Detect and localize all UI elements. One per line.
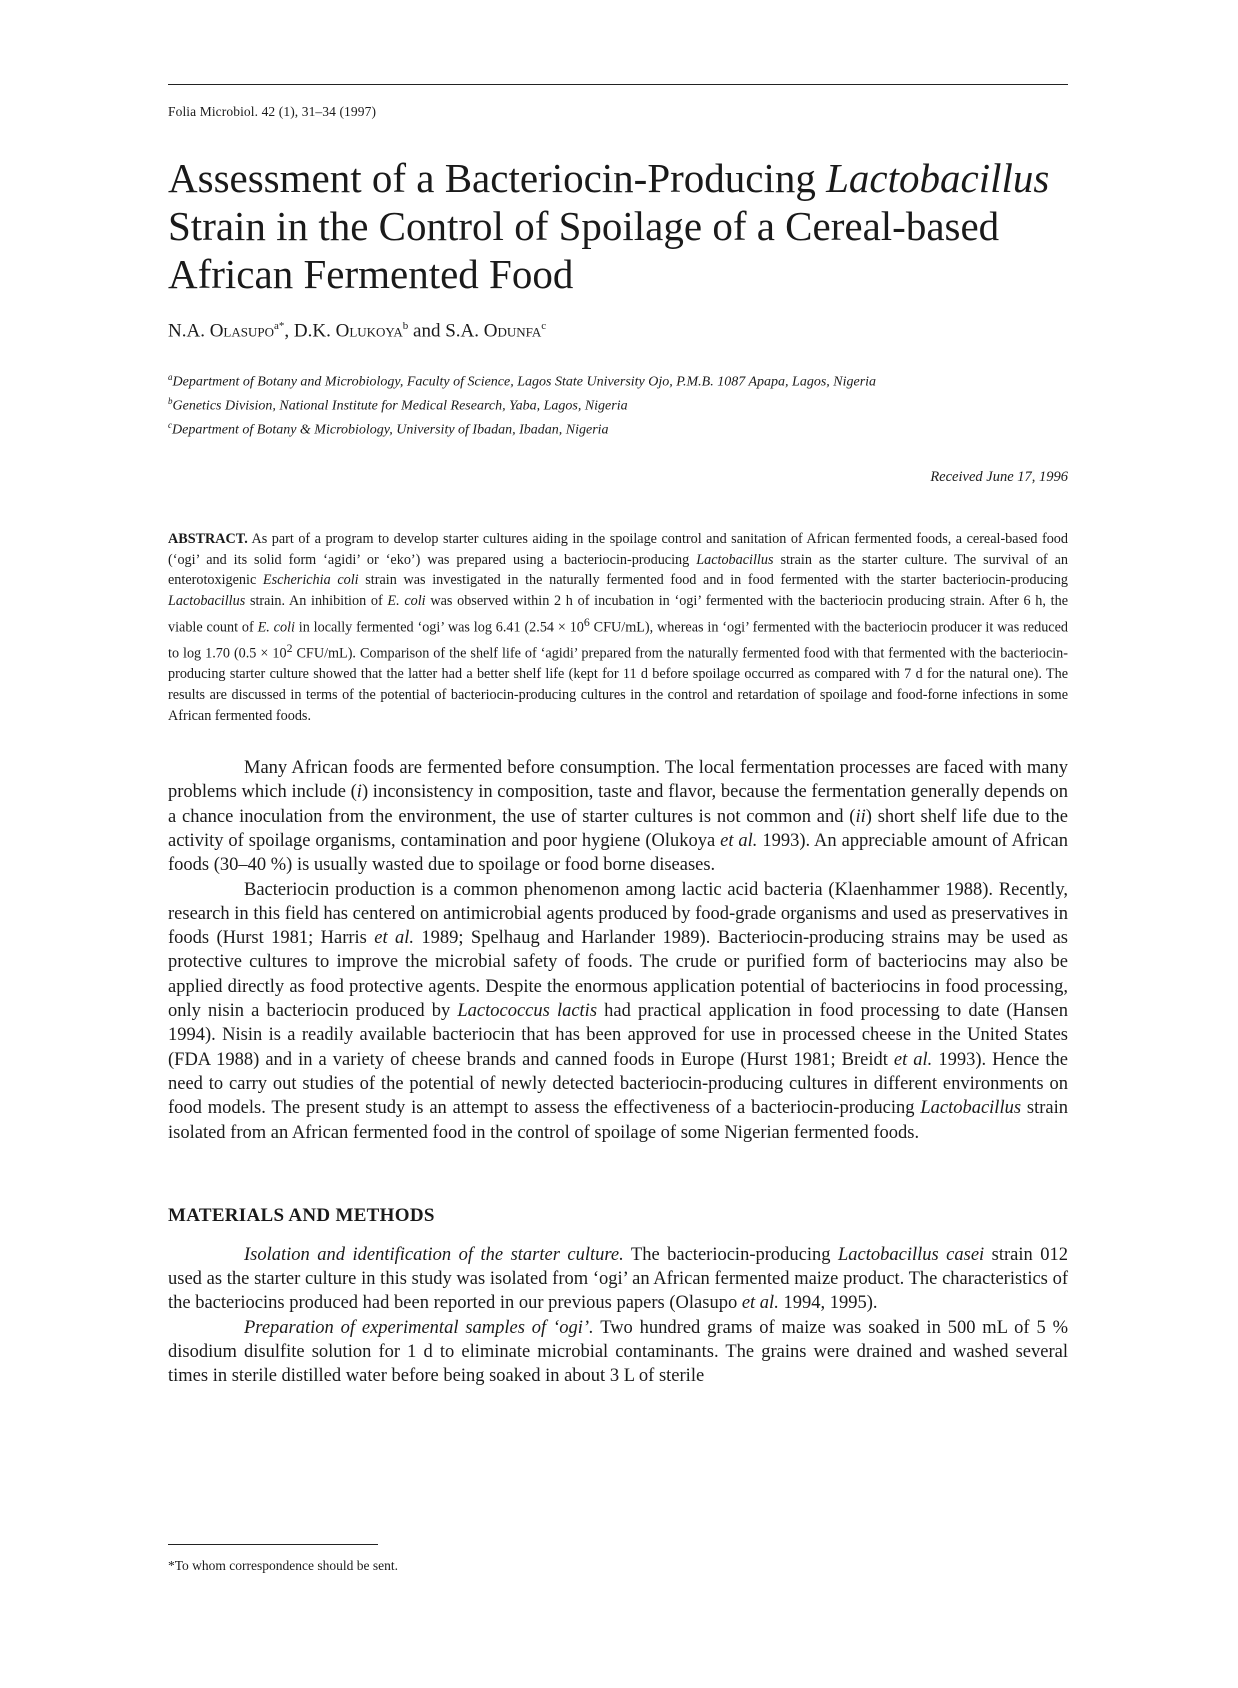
affiliation: $^c$Department of Botany & Microbiology, University of Ibadan, Ibadan, Nigeria: [168, 419, 609, 438]
footnote-rule: [168, 1544, 378, 1545]
affiliation: $^a$Department of Botany and Microbiology, Faculty of Science, Lagos State University Ojo, P.M.B. 1087 Apapa, Lagos, Nigeria: [168, 372, 877, 390]
affiliation: $^b$Genetics Division, National Institute for Medical Research, Yaba, Lagos, Nigeria: [168, 395, 628, 414]
journal-citation: Folia Microbiol. 42 (1), 31–34 (1997): [168, 104, 377, 119]
received-date: Received June 17, 1996: [930, 469, 1068, 486]
author-list: N.A. Olasupo$^{a*}$, D.K. Olukoya$^b$ and S.A. Odunfa$^c$: [168, 320, 547, 342]
affiliations: [168, 368, 1068, 439]
methods-section: [168, 1243, 1068, 1389]
author-name: Olasupo: [209, 320, 274, 342]
paragraph: Preparation of experimental samples of ‘ogi’. Two hundred grams of maize was soaked in 500 mL of 5 % disodium disulfite solution for 1 d to eliminate microbial contaminants. The grains were drained and washed several times in sterile distilled water before being soaked in about 3 L of sterile: [168, 1317, 1068, 1387]
paragraph: Isolation and identification of the starter culture. The bacteriocin-producing Lactobacillus casei strain 012 used as the starter culture in this study was isolated from ‘ogi’ an African fermented maize product. The characteristics of the bacteriocins produced had been reported in our previous papers (Olasupo et al. 1994, 1995).: [168, 1244, 1068, 1314]
paper-title: Assessment of a Bacteriocin-Producing Lactobacillus Strain in the Control of Spoilage of a Cereal-based African Fermented Food: [168, 155, 1050, 297]
footnote: *To whom correspondence should be sent.: [168, 1558, 399, 1573]
introduction: [168, 756, 1068, 1145]
paragraph: Many African foods are fermented before consumption. The local fermentation processes are faced with many problems which include (i) inconsistency in composition, taste and flavor, because the fermentation generally depends on a chance inoculation from the environment, the use of starter cultures is not common and (ii) short shelf life due to the activity of spoilage organisms, contamination and poor hygiene (Olukoya et al. 1993). An appreciable amount of African foods (30–40 %) is usually wasted due to spoilage or food borne diseases.: [168, 758, 1068, 876]
top-rule: [168, 84, 1068, 85]
abstract: ABSTRACT. As part of a program to develop starter cultures aiding in the spoilage control and sanitation of African fermented foods, a cereal-based food (‘ogi’ and its solid form ‘agidi’ or ‘eko’) was prepared using a bacteriocin-producing Lactobacillus strain as the starter culture. The survival of an enterotoxigenic Escherichia coli strain was investigated in the naturally fermented food and in food fermented with the starter bacteriocin-producing Lactobacillus strain. An inhibition of E. coli was observed within 2 h of incubation in ‘ogi’ fermented with the bacteriocin producing strain. After 6 h, the viable count of E. coli in locally fermented ‘ogi’ was log 6.41 ($2.54 \times 10^6$ CFU/mL), whereas in ‘ogi’ fermented with the bacteriocin producer it was reduced to log 1.70 ($0.5 \times 10^2$ CFU/mL). Comparison of the shelf life of ‘agidi’ prepared from the naturally fermented food with that fermented with the bacteriocin-producing starter culture showed that the latter had a better shelf life (kept for 11 d before spoilage occurred as compared with 7 d for the natural one). The results are discussed in terms of the potential of bacteriocin-producing cultures in the control and retardation of spoilage and food-forne infections in some African fermented foods.: [168, 531, 1069, 724]
section-heading: MATERIALS AND METHODS: [168, 1204, 435, 1226]
paper-page: [168, 84, 1069, 1573]
author-name: Olukoya: [335, 320, 403, 342]
paragraph: Bacteriocin production is a common phenomenon among lactic acid bacteria (Klaenhammer 1988). Recently, research in this field has centered on antimicrobial agents produced by food-grade organisms and used as preservatives in foods (Hurst 1981; Harris et al. 1989; Spelhaug and Harlander 1989). Bacteriocin-producing strains may be used as protective cultures to improve the microbial safety of foods. The crude or purified form of bacteriocins may also be applied directly as food protective agents. Despite the enormous application potential of bacteriocins in food processing, only nisin a bacteriocin produced by Lactococcus lactis had practical application in food processing to date (Hansen 1994). Nisin is a readily available bacteriocin that has been approved for use in processed cheese in the United States (FDA 1988) and in a variety of cheese brands and canned foods in Europe (Hurst 1981; Breidt et al. 1993). Hence the need to carry out studies of the potential of newly detected bacteriocin-producing cultures in different environments on food models. The present study is an attempt to assess the effectiveness of a bacteriocin-producing Lactobacillus strain isolated from an African fermented food in the control of spoilage of some Nigerian fermented foods.: [168, 879, 1068, 1143]
author-name: Odunfa: [483, 320, 542, 342]
